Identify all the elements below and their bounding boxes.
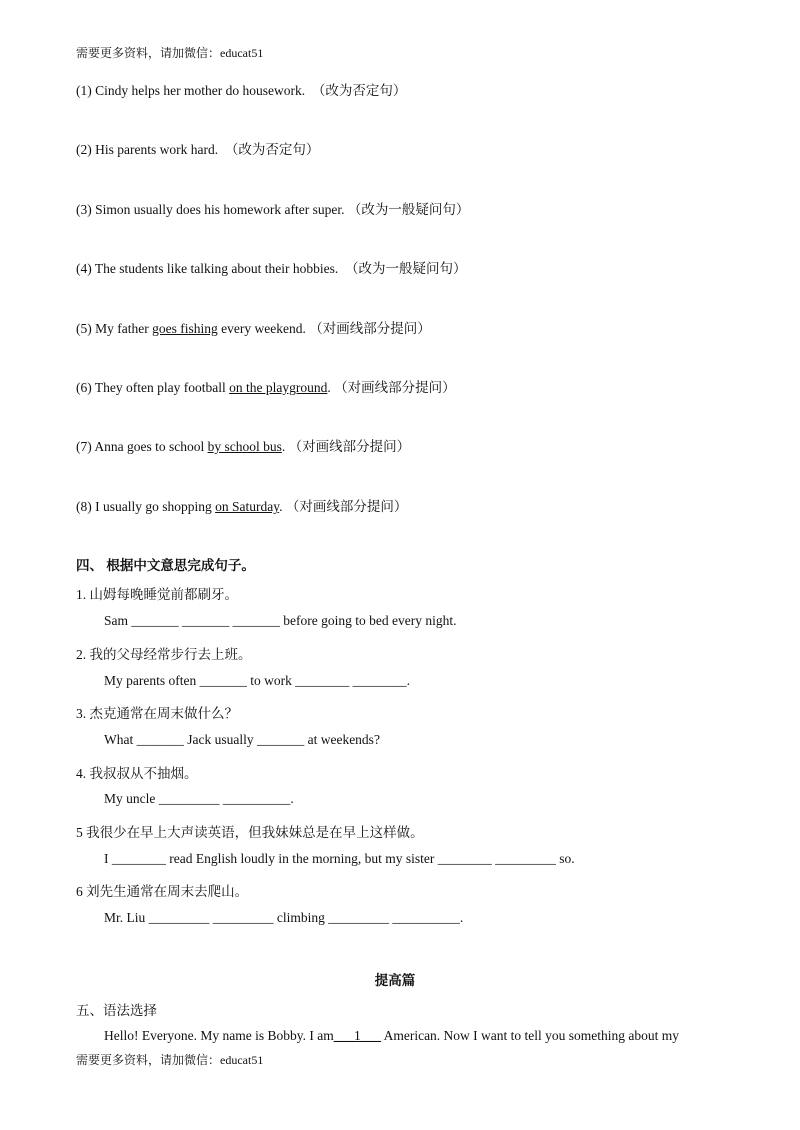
translation-item-4-cn: 4. 我叔叔从不抽烟。 — [76, 766, 198, 781]
rewrite-item-3: (3) Simon usually does his homework after super. （改为一般疑问句） — [76, 202, 470, 217]
translation-item-1-cn: 1. 山姆每晚睡觉前都刷牙。 — [76, 587, 238, 602]
section5-title: 五、语法选择 — [76, 1003, 157, 1018]
underlined-phrase: goes fishing — [152, 321, 218, 336]
translation-item-2-cn: 2. 我的父母经常步行去上班。 — [76, 647, 252, 662]
section5-paragraph: Hello! Everyone. My name is Bobby. I am___1___ American. Now I want to tell you something about my — [104, 1028, 680, 1043]
underlined-phrase: by school bus — [207, 439, 282, 454]
translation-item-6-en: Mr. Liu _________ _________ climbing _________ __________. — [104, 910, 464, 925]
instruction-note: （对画线部分提问） — [334, 380, 456, 395]
translation-item-1-en: Sam _______ _______ _______ before going to bed every night. — [104, 613, 457, 628]
rewrite-item-5: (5) My father goes fishing every weekend. （对画线部分提问） — [76, 321, 431, 336]
instruction-note: （对画线部分提问） — [309, 321, 431, 336]
instruction-note: （改为否定句） — [311, 83, 407, 98]
rewrite-item-7: (7) Anna goes to school by school bus. （对画线部分提问） — [76, 439, 411, 454]
instruction-note: （对画线部分提问） — [288, 439, 411, 454]
rewrite-item-2: (2) His parents work hard. （改为否定句） — [76, 142, 320, 157]
page-footer: 需要更多资料，请加微信：educat51 — [76, 1053, 264, 1067]
blank-1: ___1___ — [333, 1028, 381, 1043]
translation-item-5-cn: 5 我很少在早上大声读英语，但我妹妹总是在早上这样做。 — [76, 825, 424, 840]
translation-item-5-en: I ________ read English loudly in the morning, but my sister ________ _________ so. — [104, 851, 575, 866]
rewrite-item-1: (1) Cindy helps her mother do housework. （改为否定句） — [76, 83, 407, 98]
instruction-note: （改为否定句） — [224, 142, 320, 157]
rewrite-item-4: (4) The students like talking about their hobbies. （改为一般疑问句） — [76, 261, 467, 276]
rewrite-item-8: (8) I usually go shopping on Saturday. （对画线部分提问） — [76, 499, 408, 514]
underlined-phrase: on Saturday — [215, 499, 280, 514]
instruction-note: （对画线部分提问） — [285, 499, 408, 514]
translation-item-3-cn: 3. 杰克通常在周末做什么？ — [76, 706, 238, 721]
translation-item-4-en: My uncle _________ __________. — [104, 791, 294, 806]
translation-item-6-cn: 6 刘先生通常在周末去爬山。 — [76, 884, 249, 899]
advanced-heading: 提高篇 — [374, 973, 416, 988]
translation-item-3-en: What _______ Jack usually _______ at weekends? — [104, 732, 380, 747]
instruction-note: （改为一般疑问句） — [347, 202, 470, 217]
page-header: 需要更多资料，请加微信：educat51 — [76, 46, 264, 60]
section4-title: 四、 根据中文意思完成句子。 — [76, 558, 255, 573]
rewrite-item-6: (6) They often play football on the playground. （对画线部分提问） — [76, 380, 456, 395]
instruction-note: （改为一般疑问句） — [344, 261, 467, 276]
translation-item-2-en: My parents often _______ to work ________ ________. — [104, 673, 410, 688]
underlined-phrase: on the playground — [229, 380, 328, 395]
